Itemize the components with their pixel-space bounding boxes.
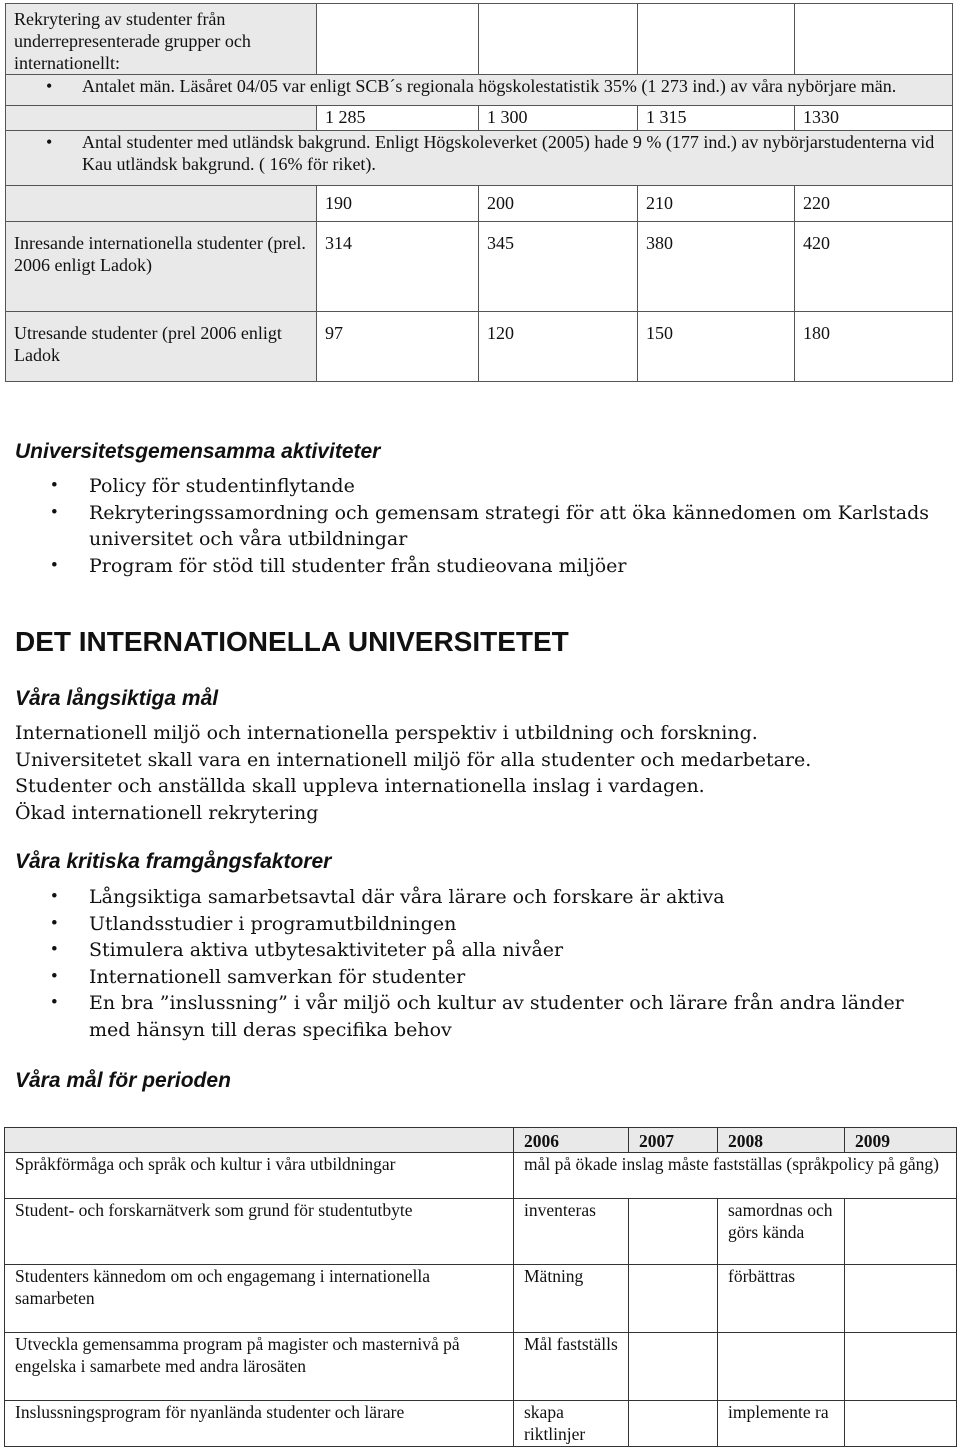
men-bullet-cell <box>6 75 953 106</box>
row-label: Utveckla gemensamma program på magister och masternivå på engelska i samarbete med andra lärosäten <box>5 1333 514 1401</box>
cell-2008: förbättras <box>718 1265 845 1333</box>
incoming-value: 314 <box>317 222 479 312</box>
period-goals-table <box>4 1127 957 1447</box>
factors-list <box>15 884 949 1043</box>
list-item: • En bra ”inslussning” i vår miljö och kultur av studenter och lärare från andra länder med hänsyn till deras specifika behov <box>89 990 949 1043</box>
outgoing-value: 180 <box>795 312 953 382</box>
goal-line: Universitetet skall vara en internationell miljö för alla studenter och medarbetare. <box>15 748 812 771</box>
foreign-value: 220 <box>795 186 953 222</box>
goal-line: Studenter och anställda skall uppleva internationella inslag i vardagen. <box>15 775 705 797</box>
incoming-value: 345 <box>479 222 638 312</box>
year-header: 2006 <box>514 1128 629 1153</box>
page-title: DET INTERNATIONELLA UNIVERSITETET <box>15 626 569 657</box>
outgoing-value: 97 <box>317 312 479 382</box>
section-heading-period: Våra mål för perioden <box>15 1069 231 1092</box>
foreign-value: 210 <box>638 186 795 222</box>
men-value: 1 300 <box>479 106 638 131</box>
outgoing-value: 150 <box>638 312 795 382</box>
cell-2006: skapa riktlinjer <box>514 1401 629 1447</box>
table-row <box>5 1153 957 1199</box>
year-header: 2009 <box>845 1128 957 1153</box>
section-heading-factors: Våra kritiska framgångsfaktorer <box>15 850 332 873</box>
outgoing-label: Utresande studenter (prel 2006 enligt Ladok <box>6 312 317 382</box>
table-row <box>5 1333 957 1401</box>
list-item: • Internationell samverkan för studenter <box>89 964 949 991</box>
row-label: Språkförmåga och språk och kultur i våra utbildningar <box>5 1153 514 1199</box>
list-item: • Rekryteringssamordning och gemensam strategi för att öka kännedomen om Karlstads universitet och våra utbildningar <box>89 500 949 553</box>
list-item: • Policy för studentinflytande <box>89 473 949 500</box>
foreign-bullet: • Antal studenter med utländsk bakgrund. Enligt Högskoleverket (2005) hade 9 % (177 ind.) av nybörjarstudenterna vid Kau utländsk bakgrund. ( 16% för riket). <box>82 131 944 175</box>
recruitment-table <box>5 3 953 382</box>
cell-2006: inventeras <box>514 1199 629 1265</box>
men-value: 1 315 <box>638 106 795 131</box>
table-row <box>5 1401 957 1447</box>
section-heading-activities: Universitetsgemensamma aktiviteter <box>15 440 381 463</box>
table-row <box>5 1265 957 1333</box>
row-span-cell: mål på ökade inslag måste fastställas (språkpolicy på gång) <box>514 1153 957 1199</box>
foreign-value: 190 <box>317 186 479 222</box>
foreign-value: 200 <box>479 186 638 222</box>
year-header: 2007 <box>629 1128 718 1153</box>
year-header: 2008 <box>718 1128 845 1153</box>
men-value: 1 285 <box>317 106 479 131</box>
goal-line: Internationell miljö och internationella perspektiv i utbildning och forskning. <box>15 722 758 744</box>
list-item: • Program för stöd till studenter från studieovana miljöer <box>89 553 949 580</box>
goal-line: Ökad internationell rekrytering <box>15 801 319 824</box>
men-bullet: • Antalet män. Läsåret 04/05 var enligt SCB´s regionala högskolestatistik 35% (1 273 ind.) av våra nybörjare män. <box>82 75 944 97</box>
recruit-heading-cell <box>6 4 317 75</box>
cell-2006: Mål fastställs <box>514 1333 629 1401</box>
incoming-label: Inresande internationella studenter (prel. 2006 enligt Ladok) <box>6 222 317 312</box>
cell-2006: Mätning <box>514 1265 629 1333</box>
incoming-value: 380 <box>638 222 795 312</box>
outgoing-value: 120 <box>479 312 638 382</box>
cell-2008: samordnas och görs kända <box>718 1199 845 1265</box>
activities-list <box>15 473 949 579</box>
cell-2008: implemente ra <box>718 1401 845 1447</box>
incoming-value: 420 <box>795 222 953 312</box>
list-item: • Långsiktiga samarbetsavtal där våra lärare och forskare är aktiva <box>89 884 949 911</box>
table-row <box>5 1199 957 1265</box>
row-label: Student- och forskarnätverk som grund för studentutbyte <box>5 1199 514 1265</box>
list-item: • Utlandsstudier i programutbildningen <box>89 911 949 938</box>
recruit-heading: Rekrytering av studenter från underrepresenterade grupper och internationellt: <box>14 9 251 73</box>
row-label: Inslussningsprogram för nyanlända studenter och lärare <box>5 1401 514 1447</box>
section-heading-goals: Våra långsiktiga mål <box>15 687 219 710</box>
men-value: 1330 <box>795 106 953 131</box>
row-label: Studenters kännedom om och engagemang i internationella samarbeten <box>5 1265 514 1333</box>
list-item: • Stimulera aktiva utbytesaktiviteter på alla nivåer <box>89 937 949 964</box>
goals-text <box>15 720 945 826</box>
foreign-bullet-cell <box>6 131 953 186</box>
